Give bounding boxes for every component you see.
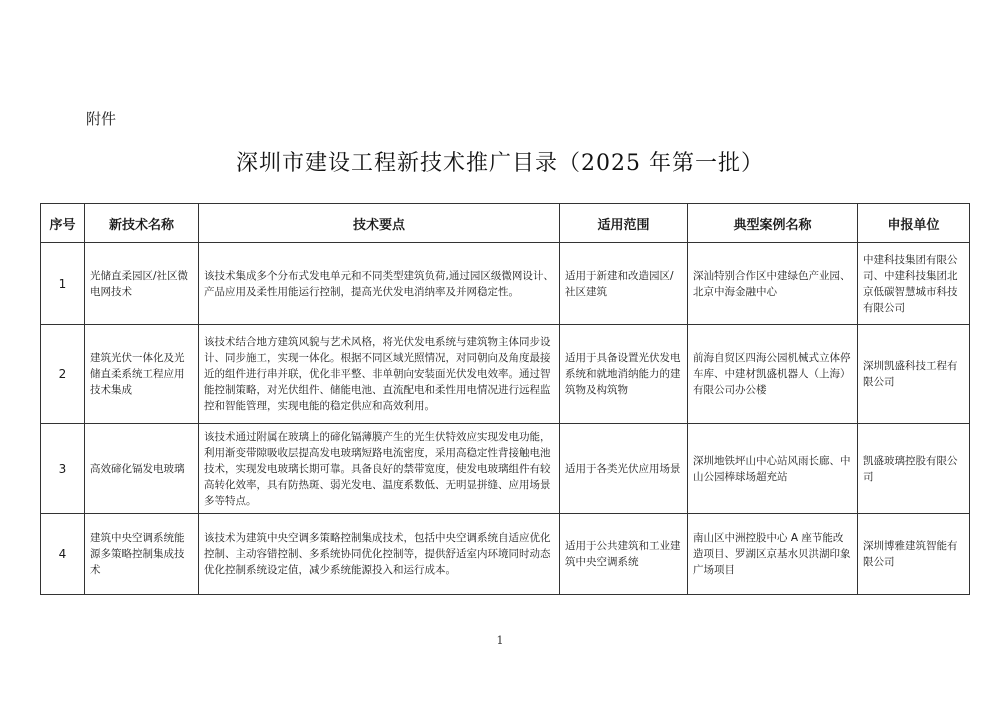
application-scope: 适用于具备设置光伏发电系统和就地消纳能力的建筑物及构筑物 <box>560 325 688 424</box>
typical-cases: 南山区中洲控股中心 A 座节能改造项目、罗湖区京基水贝洪湖印象广场项目 <box>688 514 858 595</box>
technology-catalog-table <box>40 203 970 595</box>
row-number: 1 <box>41 243 85 325</box>
tech-name: 高效碲化镉发电玻璃 <box>85 424 199 514</box>
table-header-row <box>41 204 970 243</box>
attachment-label: 附件 <box>86 110 117 128</box>
tech-name: 建筑光伏一体化及光储直柔系统工程应用技术集成 <box>85 325 199 424</box>
header-unit: 申报单位 <box>858 204 970 243</box>
tech-points: 该技术结合地方建筑风貌与艺术风格，将光伏发电系统与建筑物主体同步设计、同步施工，实现一体化。根据不同区域光照情况，对同朝向及角度最接近的组件进行串并联，优化非平整、非单朝向安装面光伏发电效率。通过智能控制策略，对光伏组件、储能电池、直流配电和柔性用电情况进行远程监控和智能管理，实现电能的稳定供应和高效利用。 <box>199 325 560 424</box>
row-number: 2 <box>41 325 85 424</box>
header-tech-points: 技术要点 <box>199 204 560 243</box>
document-title: 深圳市建设工程新技术推广目录（2025 年第一批） <box>236 151 764 176</box>
header-scope: 适用范围 <box>560 204 688 243</box>
application-scope: 适用于新建和改造园区/社区建筑 <box>560 243 688 325</box>
applicant-unit: 凯盛玻璃控股有限公司 <box>858 424 970 514</box>
tech-points: 该技术集成多个分布式发电单元和不同类型建筑负荷,通过园区级微网设计、产品应用及柔性用能运行控制，提高光伏发电消纳率及并网稳定性。 <box>199 243 560 325</box>
application-scope: 适用于各类光伏应用场景 <box>560 424 688 514</box>
page-number: 1 <box>496 634 504 647</box>
header-no: 序号 <box>41 204 85 243</box>
header-cases: 典型案例名称 <box>688 204 858 243</box>
row-number: 4 <box>41 514 85 595</box>
applicant-unit: 深圳凯盛科技工程有限公司 <box>858 325 970 424</box>
row-number: 3 <box>41 424 85 514</box>
tech-name: 光储直柔园区/社区微电网技术 <box>85 243 199 325</box>
table-row <box>41 325 970 424</box>
applicant-unit: 中建科技集团有限公司、中建科技集团北京低碳智慧城市科技有限公司 <box>858 243 970 325</box>
typical-cases: 前海自贸区四海公园机械式立体停车库、中建材凯盛机器人（上海）有限公司办公楼 <box>688 325 858 424</box>
table-row <box>41 424 970 514</box>
header-tech-name: 新技术名称 <box>85 204 199 243</box>
tech-name: 建筑中央空调系统能源多策略控制集成技术 <box>85 514 199 595</box>
tech-points: 该技术为建筑中央空调多策略控制集成技术，包括中央空调系统自适应优化控制、主动容错控制、多系统协同优化控制等，提供舒适室内环境同时动态优化控制系统设定值，减少系统能源投入和运行成本。 <box>199 514 560 595</box>
typical-cases: 深圳地铁坪山中心站风雨长廊、中山公园棒球场超充站 <box>688 424 858 514</box>
application-scope: 适用于公共建筑和工业建筑中央空调系统 <box>560 514 688 595</box>
table-row <box>41 243 970 325</box>
table-row <box>41 514 970 595</box>
tech-points: 该技术通过附属在玻璃上的碲化镉薄膜产生的光生伏特效应实现发电功能，利用渐变带隙吸收层提高发电玻璃短路电流密度，采用高稳定性背接触电池技术，实现发电玻璃长期可靠。具备良好的禁带宽度，使发电玻璃组件有较高转化效率，具有防热斑、弱光发电、温度系数低、无明显拼缝、应用场景多等特点。 <box>199 424 560 514</box>
typical-cases: 深汕特别合作区中建绿色产业园、北京中海金融中心 <box>688 243 858 325</box>
applicant-unit: 深圳博雅建筑智能有限公司 <box>858 514 970 595</box>
